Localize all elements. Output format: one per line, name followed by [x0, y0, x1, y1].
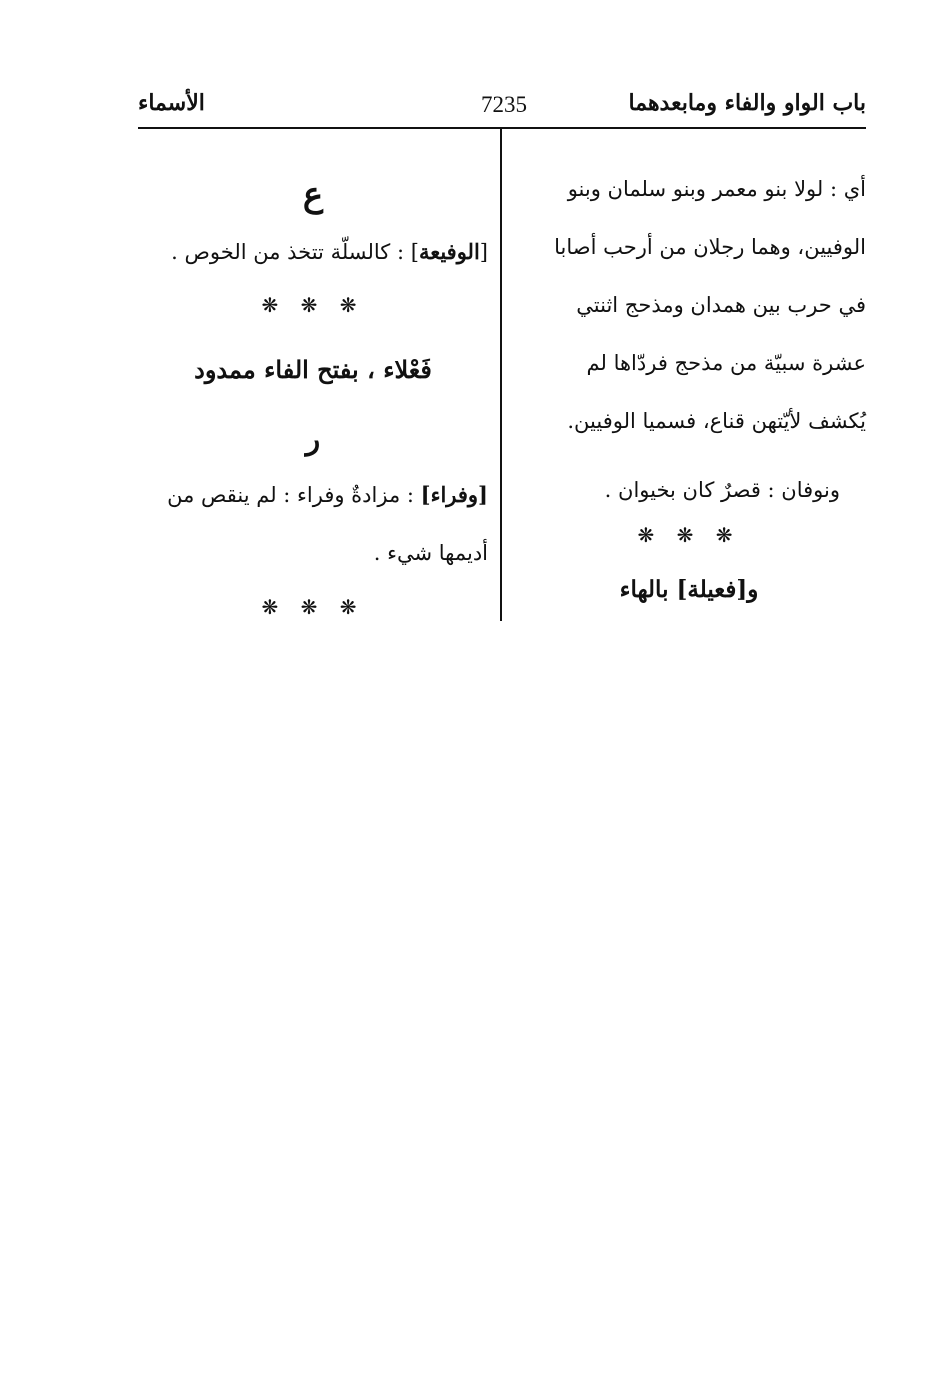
heading-prefix: و	[747, 576, 759, 603]
letter-ra: ر	[305, 422, 321, 457]
right-line-1: أي : لولا بنو معمر وبنو سلمان وبنو	[567, 177, 866, 201]
entry1-headword: الوفيعة	[418, 239, 480, 264]
right-line-4: عشرة سبيّة من مذحج فردّاها لم	[586, 351, 866, 375]
heading-word: فعيلة	[687, 576, 737, 603]
entry2-definition: : مزادةٌ وفراء : لم ينقص من	[167, 483, 414, 507]
section-heading-falaa: فَعْلاء ، بفتح الفاء ممدود	[194, 355, 432, 384]
letter-ain: ع	[302, 175, 324, 215]
section-title: الأسماء	[138, 90, 205, 116]
nawfan-line: ونوفان : قصرٌ كان بخيوان .	[604, 478, 840, 502]
separator-stars-1: ❋ ❋ ❋	[261, 293, 365, 317]
header-rule	[138, 127, 866, 129]
separator-stars: ❋ ❋ ❋	[637, 523, 741, 547]
heading-bracket-open: [	[736, 576, 748, 603]
entry-wafia	[138, 224, 488, 280]
page-header	[138, 90, 866, 128]
entry1-definition: ] : كالسلّة تتخذ من الخوص .	[171, 240, 419, 264]
right-line-2: الوفيين، وهما رجلان من أرحب أصابا	[554, 235, 866, 259]
heading-bracket-close: ]	[676, 576, 688, 603]
column-divider	[500, 129, 502, 621]
right-line-3: في حرب بين همدان ومذحج اثنتي	[576, 293, 866, 317]
chapter-title: باب الواو والفاء ومابعدهما	[628, 90, 866, 116]
separator-stars-2: ❋ ❋ ❋	[261, 595, 365, 619]
entry1-bracket-open: [	[479, 240, 488, 264]
entry2-headword: [وفراء]	[420, 482, 488, 507]
heading-suffix: بالهاء	[619, 576, 669, 603]
right-line-5: يُكشف لأيّتهن قناع، فسميا الوفيين.	[567, 409, 866, 433]
page-number: 7235	[481, 92, 527, 117]
entry-wafraa	[138, 466, 488, 524]
entry2-line-2: أديمها شيء .	[373, 541, 488, 565]
left-column	[138, 160, 488, 632]
right-column	[512, 160, 866, 620]
section-heading-faila	[512, 560, 866, 620]
